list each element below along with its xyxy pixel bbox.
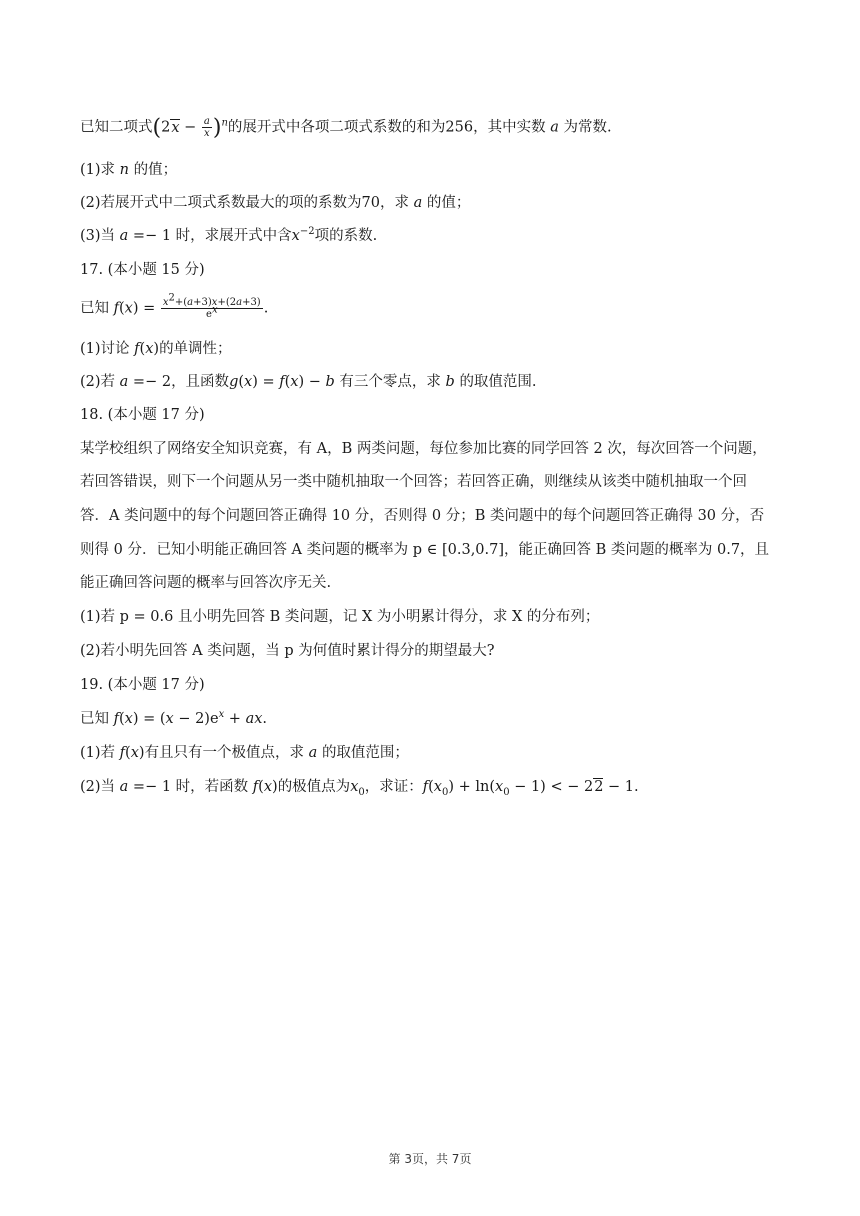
text: 的值； <box>426 195 471 211</box>
text: ，且函数 <box>171 374 230 390</box>
text: 已知 <box>80 300 109 317</box>
text: 的极值点为 <box>277 779 351 795</box>
q19-part2: (2)当 a =− 1 时，若函数 f(x)的极值点为$x_0$，求证：$f(x_0) + \ln(x_0 - 1)$ < − 22 − 1. <box>80 779 639 798</box>
q16-part3: (3)当 a =− 1 时，求展开式中含$x^{-2}$项的系数. <box>80 226 378 244</box>
q16-part2: (2)若展开式中二项式系数最大的项的系数为70，求 a 的值； <box>80 195 471 211</box>
page-footer: 第 3页，共 7页 <box>388 1152 472 1166</box>
q19-header: 19. (本小题 17 分) <box>80 677 205 693</box>
text: 已知 <box>80 711 109 727</box>
q17-stem: 已知 f(x) = $\frac{x^2+(a+3)x+(2a+3)}{e^x}$ . <box>80 292 269 320</box>
text: 为常数. <box>563 119 612 136</box>
q18-line4: 则得 0 分．已知小明能正确回答 A 类问题的概率为 p ∈ [0.3,0.7]，能正确回答 B 类问题的概率为 0.7，且 <box>80 542 770 558</box>
text: (3)当 <box>80 228 116 244</box>
q17-header: 17. (本小题 15 分) <box>80 262 205 278</box>
text: 的值； <box>133 162 178 178</box>
text: 有三个零点，求 <box>339 374 441 390</box>
text: 项的系数. <box>314 228 378 244</box>
text: 有且只有一个极值点，求 <box>144 745 305 761</box>
text: 时，求展开式中含 <box>175 228 292 244</box>
text: (2)若 <box>80 374 116 390</box>
text: 已知二项式 <box>80 119 153 136</box>
q17-part1: (1)讨论 f(x)的单调性； <box>80 341 232 357</box>
q18-line3: 答．A 类问题中的每个问题回答正确得 10 分，否则得 0 分；B 类问题中的每个问题回答正确得 30 分，否 <box>80 508 765 524</box>
text: ，求证： <box>364 779 423 795</box>
text: (2)当 <box>80 779 116 795</box>
text: 的取值范围； <box>321 745 409 761</box>
q18-line1: 某学校组织了网络安全知识竞赛，有 A，B 两类问题，每位参加比赛的同学回答 2 次，每次回答一个问题， <box>80 441 767 457</box>
q18-line2: 若回答错误，则下一个问题从另一类中随机抽取一个回答；若回答正确，则继续从该类中随机抽取一个回 <box>80 474 747 490</box>
q16-part1: (1)求 n 的值； <box>80 162 178 178</box>
text: 的展开式中各项二项式系数的和为256，其中实数 <box>227 119 546 136</box>
q18-part2: (2)若小明先回答 A 类问题，当 p 为何值时累计得分的期望最大? <box>80 643 495 659</box>
text: (1)若 <box>80 745 116 761</box>
q16-stem: 已知二项式(2x − $\frac{a}{x}$ )$^n$的展开式中各项二项式系数的和为256，其中实数 a 为常数. <box>80 115 612 141</box>
q18-header: 18. (本小题 17 分) <box>80 407 205 423</box>
text: (1)求 <box>80 162 116 178</box>
q19-stem: 已知 $f(x) = (x - 2)e^x$ + ax. <box>80 709 268 727</box>
text: 时，若函数 <box>175 779 249 795</box>
q19-part1: (1)若 f(x)有且只有一个极值点，求 a 的取值范围； <box>80 745 409 761</box>
text: 的单调性； <box>159 341 232 357</box>
q17-part2: (2)若 a =− 2，且函数g(x) = f(x) − b 有三个零点，求 b 的取值范围. <box>80 374 537 390</box>
text: (1)讨论 <box>80 341 130 357</box>
q18-part1: (1)若 p = 0.6 且小明先回答 B 类问题，记 X 为小明累计得分，求 X 的分布列； <box>80 609 600 625</box>
q18-line5: 能正确回答问题的概率与回答次序无关. <box>80 575 332 591</box>
text: (2)若展开式中二项式系数最大的项的系数为70，求 <box>80 195 409 211</box>
text: 的取值范围. <box>459 374 537 390</box>
